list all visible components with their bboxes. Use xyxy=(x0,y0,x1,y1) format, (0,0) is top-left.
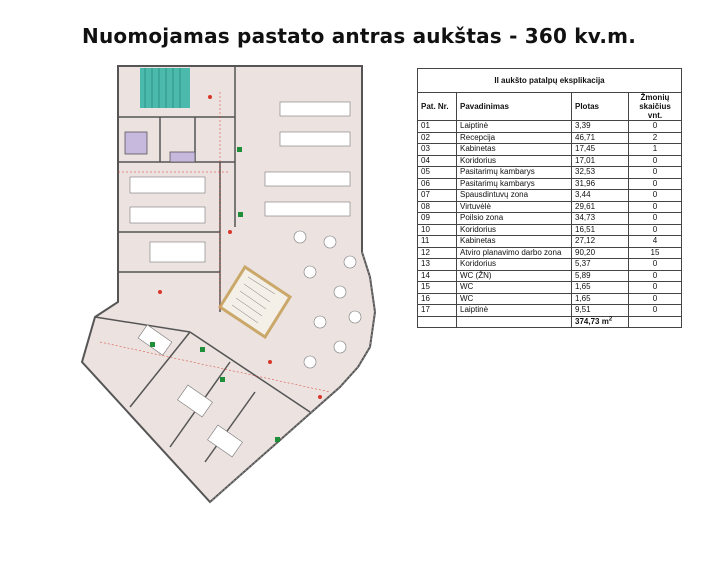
cell-nr: 08 xyxy=(418,201,457,213)
cell-nr: 14 xyxy=(418,270,457,282)
cell-area: 27,12 xyxy=(572,236,629,248)
cell-area: 29,61 xyxy=(572,201,629,213)
table-row xyxy=(418,155,682,167)
header-name: Pavadinimas xyxy=(457,93,572,121)
table-row xyxy=(418,190,682,202)
stair-top xyxy=(140,68,190,108)
header-area: Plotas xyxy=(572,93,629,121)
table-row xyxy=(418,236,682,248)
wc-block xyxy=(125,132,147,154)
table-header-row xyxy=(418,93,682,121)
table-row xyxy=(418,282,682,294)
cell-area: 17,45 xyxy=(572,144,629,156)
table-row xyxy=(418,201,682,213)
total-area: 374,73 $m^2$ xyxy=(572,316,629,328)
table-row xyxy=(418,224,682,236)
cell-area: 5,37 xyxy=(572,259,629,271)
cell-people: 0 xyxy=(629,121,682,133)
cell-name: Kabinetas xyxy=(457,236,572,248)
cell-name: WC xyxy=(457,293,572,305)
explication-table-wrap xyxy=(417,68,682,328)
cell-area: 16,51 xyxy=(572,224,629,236)
cell-people: 0 xyxy=(629,282,682,294)
cell-nr: 16 xyxy=(418,293,457,305)
cell-nr: 17 xyxy=(418,305,457,317)
cell-name: Pasitarimų kambarys xyxy=(457,178,572,190)
cell-people: 1 xyxy=(629,144,682,156)
cell-people: 0 xyxy=(629,167,682,179)
table-row xyxy=(418,167,682,179)
cell-area: 3,44 xyxy=(572,190,629,202)
cell-nr: 15 xyxy=(418,282,457,294)
table-row xyxy=(418,270,682,282)
cell-nr: 13 xyxy=(418,259,457,271)
header-people: Žmonių skaičius vnt. xyxy=(629,93,682,121)
cell-name: WC (ŽN) xyxy=(457,270,572,282)
table-row xyxy=(418,144,682,156)
cell-people: 0 xyxy=(629,201,682,213)
table-caption: II aukšto patalpų eksplikacija xyxy=(418,69,682,93)
cell-area: 17,01 xyxy=(572,155,629,167)
cell-nr: 03 xyxy=(418,144,457,156)
cell-people: 0 xyxy=(629,178,682,190)
cell-people: 0 xyxy=(629,305,682,317)
cell-people: 0 xyxy=(629,155,682,167)
cell-name: Pasitarimų kambarys xyxy=(457,167,572,179)
table-total-row xyxy=(418,316,682,328)
explication-table xyxy=(417,68,682,328)
cell-area: 3,39 xyxy=(572,121,629,133)
cell-people: 0 xyxy=(629,293,682,305)
cell-area: 90,20 xyxy=(572,247,629,259)
table-row xyxy=(418,121,682,133)
cell-people: 0 xyxy=(629,213,682,225)
cell-nr: 05 xyxy=(418,167,457,179)
cell-area: 32,53 xyxy=(572,167,629,179)
cell-nr: 06 xyxy=(418,178,457,190)
header-nr: Pat. Nr. xyxy=(418,93,457,121)
cell-name: Koridorius xyxy=(457,224,572,236)
table-row xyxy=(418,293,682,305)
cell-nr: 02 xyxy=(418,132,457,144)
cell-nr: 07 xyxy=(418,190,457,202)
cell-nr: 01 xyxy=(418,121,457,133)
table-row xyxy=(418,305,682,317)
table-row xyxy=(418,213,682,225)
cell-name: Atviro planavimo darbo zona xyxy=(457,247,572,259)
cell-area: 31,96 xyxy=(572,178,629,190)
page-title: Nuomojamas pastato antras aukštas - 360 kv.m. xyxy=(82,24,636,48)
floor-plan xyxy=(70,62,390,512)
cell-name: Spausdintuvų zona xyxy=(457,190,572,202)
wc-block xyxy=(170,152,195,162)
cell-area: 1,65 xyxy=(572,282,629,294)
cell-nr: 11 xyxy=(418,236,457,248)
cell-name: Koridorius xyxy=(457,155,572,167)
cell-name: Virtuvėlė xyxy=(457,201,572,213)
cell-name: Laiptinė xyxy=(457,121,572,133)
cell-area: 1,65 xyxy=(572,293,629,305)
cell-name: Poilsio zona xyxy=(457,213,572,225)
cell-people: 4 xyxy=(629,236,682,248)
cell-name: Recepcija xyxy=(457,132,572,144)
cell-people: 0 xyxy=(629,224,682,236)
cell-name: Kabinetas xyxy=(457,144,572,156)
cell-people: 0 xyxy=(629,190,682,202)
cell-people: 15 xyxy=(629,247,682,259)
cell-area: 34,73 xyxy=(572,213,629,225)
table-row xyxy=(418,259,682,271)
cell-nr: 09 xyxy=(418,213,457,225)
cell-people: 0 xyxy=(629,259,682,271)
cell-area: 9,51 xyxy=(572,305,629,317)
table-row xyxy=(418,132,682,144)
table-row xyxy=(418,178,682,190)
cell-people: 2 xyxy=(629,132,682,144)
cell-area: 46,71 xyxy=(572,132,629,144)
cell-nr: 04 xyxy=(418,155,457,167)
table-row xyxy=(418,247,682,259)
cell-nr: 12 xyxy=(418,247,457,259)
cell-nr: 10 xyxy=(418,224,457,236)
cell-name: WC xyxy=(457,282,572,294)
cell-name: Koridorius xyxy=(457,259,572,271)
cell-people: 0 xyxy=(629,270,682,282)
cell-name: Laiptinė xyxy=(457,305,572,317)
cell-area: 5,89 xyxy=(572,270,629,282)
